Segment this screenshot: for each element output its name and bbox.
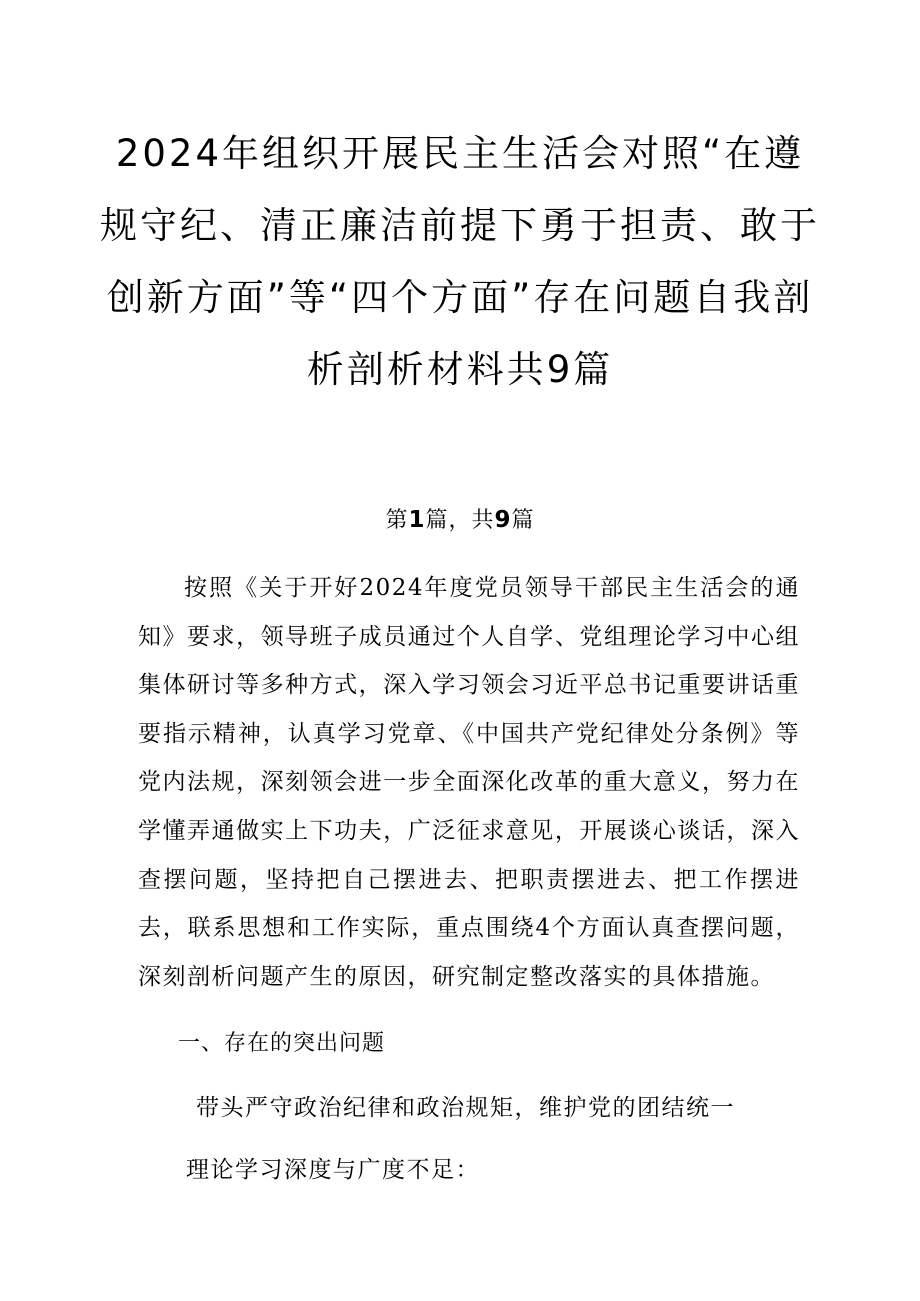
intro-paragraph: 按照《关于开好2024年度党员领导干部民主生活会的通知》要求，领导班子成员通过个人自学、党组理论学习中心组集体研讨等多种方式，深入学习领会习近平总书记重要讲话重要指示精神，认真学习党章、《中国共产党纪律处分条例》等党内法规，深刻领会进一步全面深化改革的重大意义，努力在学懂弄通做实上下功夫，广泛征求意见，开展谈心谈话，深入查摆问题，坚持把自己摆进去、把职责摆进去、把工作摆进去，联系思想和工作实际，重点围绕4个方面认真查摆问题，深刻剖析问题产生的原因，研究制定整改落实的具体措施。 — [138, 575, 800, 990]
subsection-heading: 带头严守政治纪律和政治规矩，维护党的团结统一 — [196, 1095, 735, 1121]
part-label-current: 1 — [408, 507, 426, 533]
part-label — [0, 504, 920, 537]
item-heading: 理论学习深度与广度不足： — [186, 1157, 480, 1183]
document-title: 2024年组织开展民主生活会对照“在遵规守纪、清正廉洁前提下勇于担责、敢于创新方面”等“四个方面”存在问题自我剖析剖析材料共9篇 — [100, 132, 820, 391]
part-label-suffix: 篇 — [511, 508, 535, 533]
part-label-total: 9 — [494, 507, 512, 533]
section-heading: 一、存在的突出问题 — [178, 1031, 386, 1056]
part-label-middle: 篇，共 — [425, 508, 495, 533]
part-label-prefix: 第 — [385, 508, 409, 533]
